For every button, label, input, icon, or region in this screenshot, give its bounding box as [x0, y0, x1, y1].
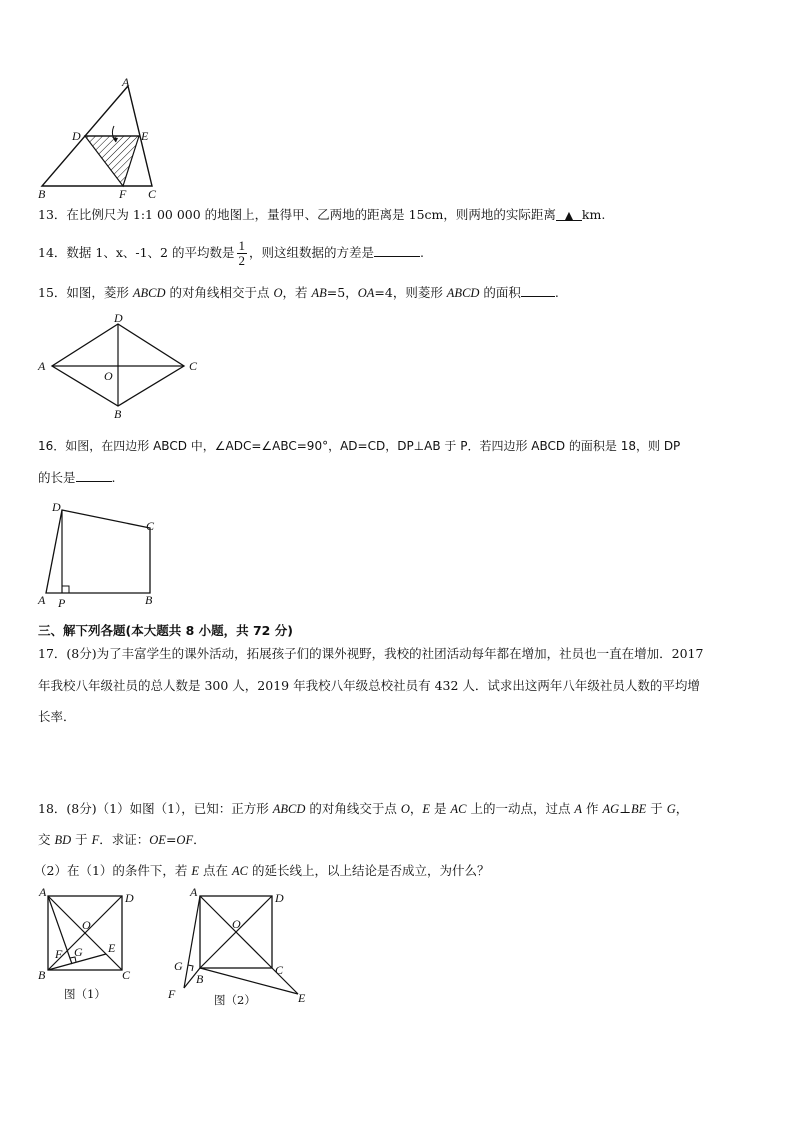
label-E: E [108, 941, 116, 955]
label-C: C [275, 963, 284, 977]
label-F: F [55, 947, 63, 961]
question-17-line-2: 年我校八年级社员的总人数是 300 人，2019 年我校八年级总校社员有 432 人．试求出这两年八年级社员人数的平均增 [38, 678, 700, 693]
q16-answer-blank [76, 467, 112, 482]
label-A: A [39, 886, 47, 899]
q18-seg: 于 [71, 832, 92, 847]
q15-seg: =5， [326, 285, 358, 300]
q18-seg: = [165, 832, 177, 847]
label-A: A [38, 359, 46, 373]
q13-answer-marker: ▲ [564, 209, 574, 222]
q13-answer-blank [556, 206, 582, 221]
label-D: D [72, 129, 81, 143]
question-14 [38, 238, 424, 268]
q18-var: BE [630, 802, 647, 816]
q14-frac-den: 2 [238, 253, 245, 268]
q18-seg: 交 [38, 832, 55, 847]
q14-end: . [420, 245, 424, 260]
label-D: D [114, 311, 123, 325]
label-D: D [52, 500, 61, 514]
q15-var: AB [311, 286, 327, 300]
q18-seg: 点在 [199, 863, 232, 878]
q18-var: ABCD [272, 802, 306, 816]
label-A: A [38, 593, 46, 607]
label-B: B [196, 972, 204, 986]
q14-fraction [237, 239, 248, 268]
q18-seg: ． [193, 832, 206, 847]
q15-seg: ，若 [282, 285, 312, 300]
q18-var: E [191, 864, 200, 878]
q18-var: E [422, 802, 431, 816]
label-B: B [145, 593, 153, 607]
q13-text: 13．在比例尺为 1:1 00 000 的地图上，量得甲、乙两地的距离是 15cm，则两地的实际距离 [38, 207, 556, 222]
question-18-line-3 [34, 862, 489, 880]
question-17-line-3: 长率． [38, 709, 76, 724]
label-G: G [74, 945, 83, 959]
label-D: D [125, 891, 134, 905]
label-P: P [58, 596, 66, 610]
q15-end: . [554, 285, 559, 300]
label-O: O [82, 918, 91, 932]
question-18-line-1 [38, 800, 688, 818]
label-B: B [38, 187, 46, 201]
label-G: G [174, 959, 183, 973]
label-E: E [141, 129, 149, 143]
label-O: O [104, 369, 113, 383]
label-E: E [298, 991, 306, 1005]
question-15 [38, 282, 559, 302]
label-D: D [275, 891, 284, 905]
question-16-line-2 [38, 467, 116, 487]
q13-unit: km. [581, 207, 606, 222]
q18-var: AC [231, 864, 248, 878]
label-A: A [190, 885, 198, 899]
q14-answer-blank [374, 242, 420, 257]
q15-answer-blank [521, 282, 555, 297]
question-17-line-1: 17．(8分)为了丰富学生的课外活动，拓展孩子们的课外视野，我校的社团活动每年都在增加，社员也一直在增加．2017 [38, 646, 704, 661]
figure-1-caption: 图（1） [64, 987, 106, 1001]
question-16-line-1: 16．如图，在四边形 ABCD 中，∠ADC=∠ABC=90°，AD=CD，DP⊥AB 于 P．若四边形 ABCD 的面积是 18，则 DP [38, 439, 681, 453]
q18-var: G [666, 802, 676, 816]
q18-var: A [574, 802, 583, 816]
q15-var: O [273, 286, 283, 300]
q15-seg: 15．如图，菱形 [38, 285, 133, 300]
label-F: F [119, 187, 127, 201]
q18-seg: ， [675, 801, 689, 816]
q15-var: OA [357, 286, 375, 300]
q18-seg: ⊥ [619, 801, 631, 816]
q18-var: AC [450, 802, 467, 816]
q15-var: ABCD [446, 286, 480, 300]
q15-seg: =4，则菱形 [374, 285, 447, 300]
q18-seg: 的延长线上，以上结论是否成立，为什么？ [247, 863, 490, 878]
q18-seg: 于 [646, 801, 667, 816]
label-B: B [114, 407, 122, 421]
q14-text: 14．数据 1、x、-1、2 的平均数是 [38, 245, 235, 260]
q18-seg: 18．(8分)（1）如图（1），已知：正方形 [38, 801, 273, 816]
q15-seg: 的面积 [479, 285, 521, 300]
q18-seg: ．求证： [99, 832, 150, 847]
q14-frac-num: 1 [238, 238, 245, 253]
q18-seg: 作 [582, 801, 603, 816]
q18-var: O [400, 802, 410, 816]
question-18-line-2 [38, 831, 206, 849]
square-figure-2 [162, 884, 312, 1012]
rhombus-figure [34, 310, 206, 422]
q16-end: . [111, 470, 116, 485]
q18-seg: ， [409, 801, 423, 816]
label-C: C [189, 359, 198, 373]
label-C: C [146, 519, 155, 533]
q18-seg: 是 [430, 801, 451, 816]
q18-var: OF [176, 833, 194, 847]
q18-seg: 的对角线交于点 [305, 801, 401, 816]
question-13 [38, 206, 605, 224]
q18-seg: （2）在（1）的条件下，若 [34, 863, 192, 878]
q15-var: ABCD [132, 286, 166, 300]
label-B: B [38, 968, 46, 982]
q18-seg: 上的一动点，过点 [466, 801, 575, 816]
label-F: F [168, 987, 176, 1001]
q18-var: OE [149, 833, 166, 847]
q16-text: 的长是 [38, 470, 76, 485]
q15-seg: 的对角线相交于点 [165, 285, 274, 300]
q14-text-2: ，则这组数据的方差是 [249, 245, 375, 260]
quadrilateral-figure [30, 496, 170, 612]
label-O: O [232, 917, 241, 931]
section-heading: 三、解下列各题(本大题共 8 小题，共 72 分) [38, 623, 293, 638]
q18-var: F [91, 833, 100, 847]
label-A: A [122, 75, 130, 89]
triangle-fold-figure [30, 74, 165, 202]
q18-var: BD [54, 833, 72, 847]
label-C: C [148, 187, 157, 201]
figure-2-caption: 图（2） [214, 993, 256, 1007]
label-C: C [122, 968, 131, 982]
q18-var: AG [602, 802, 620, 816]
square-figure-1 [34, 886, 144, 1006]
